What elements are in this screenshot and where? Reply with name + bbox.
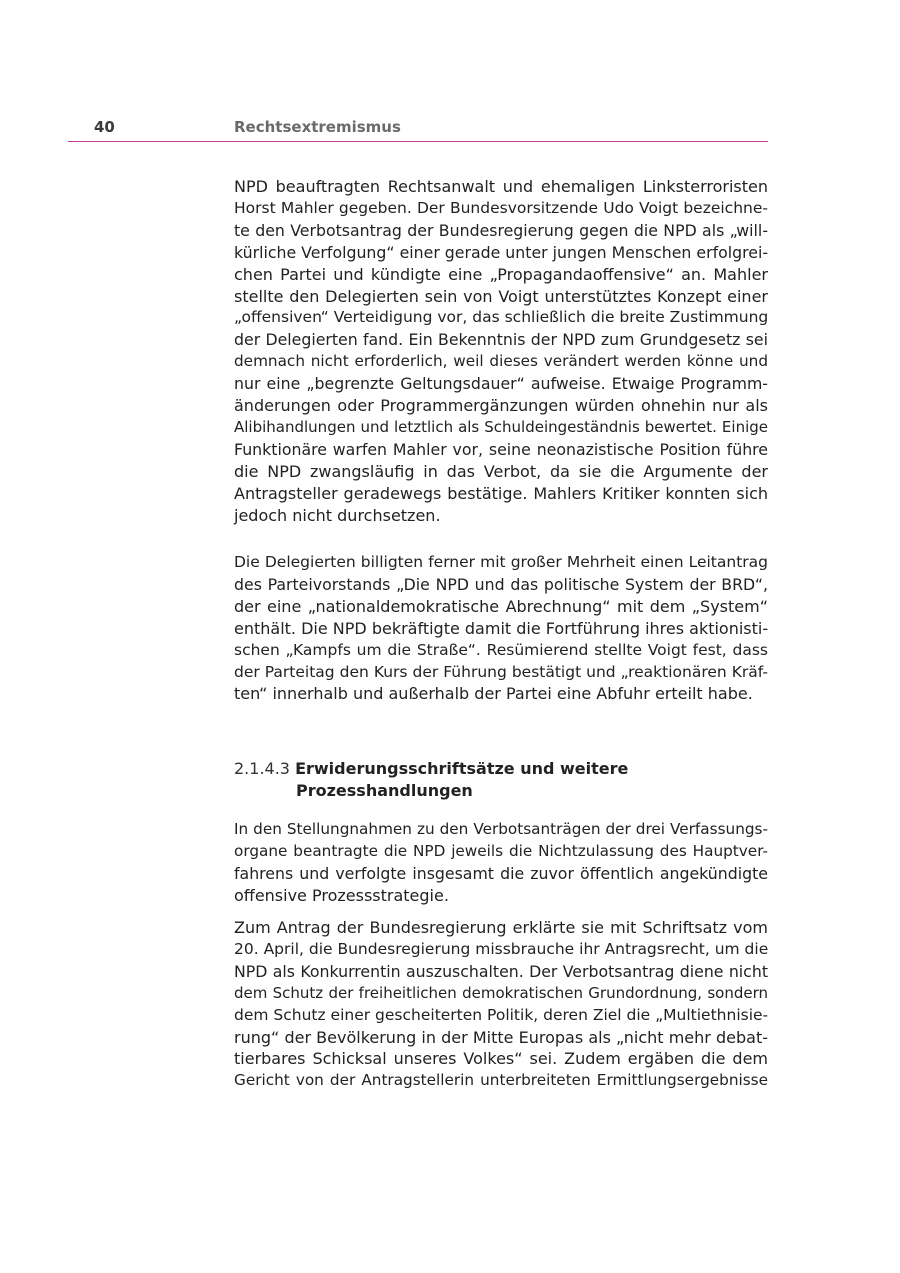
text-line: In den Stellungnahmen zu den Verbotsanträgen der drei Verfassungs- [234, 820, 768, 838]
text-line: der eine „nationaldemokratische Abrechnung“ mit dem „System“ [234, 596, 768, 616]
paragraph-2 [234, 552, 768, 705]
text-line: des Parteivorstands „Die NPD und das politische System der BRD“, [234, 574, 768, 594]
text-line: fahrens und verfolgte insgesamt die zuvor öffentlich angekündigte [234, 863, 768, 883]
running-head [68, 118, 768, 140]
text-line: Funktionäre warfen Mahler vor, seine neonazistische Position führe [234, 439, 768, 459]
text-line: die NPD zwangsläufig in das Verbot, da sie die Argumente der [234, 461, 768, 481]
text-line: offensive Prozessstrategie. [234, 885, 449, 905]
text-line: dem Schutz der freiheitlichen demokratischen Grundordnung, sondern [234, 983, 768, 1002]
text-line: chen Partei und kündigte eine „Propagandaoffensive“ an. Mahler [234, 264, 768, 284]
text-line: schen „Kampfs um die Straße“. Resümierend stellte Voigt fest, dass [234, 640, 768, 659]
text-line: rung“ der Bevölkerung in der Mitte Europas als „nicht mehr debat- [234, 1027, 768, 1047]
running-head-title: Rechtsextremismus [234, 118, 401, 136]
paragraph-4 [234, 917, 768, 1092]
text-line: Antragsteller geradewegs bestätige. Mahlers Kritiker konnten sich [234, 483, 768, 503]
section-title-continued: Prozesshandlungen [296, 781, 473, 800]
text-line: Die Delegierten billigten ferner mit großer Mehrheit einen Leitantrag [234, 553, 768, 571]
text-line: te den Verbotsantrag der Bundesregierung gegen die NPD als „will- [234, 220, 768, 240]
section-number: 2.1.4.3 [234, 759, 290, 778]
paragraph-3 [234, 819, 768, 907]
page-number: 40 [94, 118, 115, 136]
text-line: ten“ innerhalb und außerhalb der Partei eine Abfuhr erteilt habe. [234, 684, 753, 704]
header-rule [68, 141, 768, 142]
text-line: stellte den Delegierten sein von Voigt unterstütztes Konzept einer [234, 286, 768, 306]
section-heading [234, 758, 768, 802]
text-line: „offensiven“ Verteidigung vor, das schließlich die breite Zustimmung [234, 308, 769, 327]
text-line: Horst Mahler gegeben. Der Bundesvorsitzende Udo Voigt bezeichne- [234, 198, 768, 217]
text-line: der Parteitag den Kurs der Führung bestätigt und „reaktionären Kräf- [234, 662, 768, 681]
text-line: Gericht von der Antragstellerin unterbreiteten Ermittlungsergebnisse [234, 1071, 768, 1090]
text-line: tierbares Schicksal unseres Volkes“ sei. Zudem ergäben die dem [234, 1049, 768, 1069]
text-line: NPD als Konkurrentin auszuschalten. Der Verbotsantrag diene nicht [234, 961, 768, 981]
text-line: jedoch nicht durchsetzen. [234, 505, 441, 525]
text-line: 20. April, die Bundesregierung missbrauche ihr Antragsrecht, um die [234, 939, 769, 958]
text-line: der Delegierten fand. Ein Bekenntnis der NPD zum Grundgesetz sei [234, 330, 768, 350]
text-line: NPD beauftragten Rechtsanwalt und ehemaligen Linksterroristen [234, 177, 768, 196]
text-line: kürliche Verfolgung“ einer gerade unter jungen Menschen erfolgrei- [234, 242, 769, 262]
paragraph-1 [234, 176, 768, 527]
text-line: dem Schutz einer gescheiterten Politik, deren Ziel die „Multiethnisie- [234, 1005, 769, 1024]
section-title: Erwiderungsschriftsätze und weitere [295, 759, 629, 778]
text-line: organe beantragte die NPD jeweils die Nichtzulassung des Hauptver- [234, 841, 768, 860]
text-line: nur eine „begrenzte Geltungsdauer“ aufweise. Etwaige Programm- [234, 374, 768, 394]
text-line: demnach nicht erforderlich, weil dieses verändert werden könne und [234, 352, 768, 371]
text-line: änderungen oder Programmergänzungen würden ohnehin nur als [234, 396, 768, 416]
text-line: Alibihandlungen und letztlich als Schuldeingeständnis bewertet. Einige [234, 417, 768, 436]
text-line: enthält. Die NPD bekräftigte damit die Fortführung ihres aktionisti- [234, 618, 769, 638]
text-line: Zum Antrag der Bundesregierung erklärte sie mit Schriftsatz vom [234, 918, 768, 937]
